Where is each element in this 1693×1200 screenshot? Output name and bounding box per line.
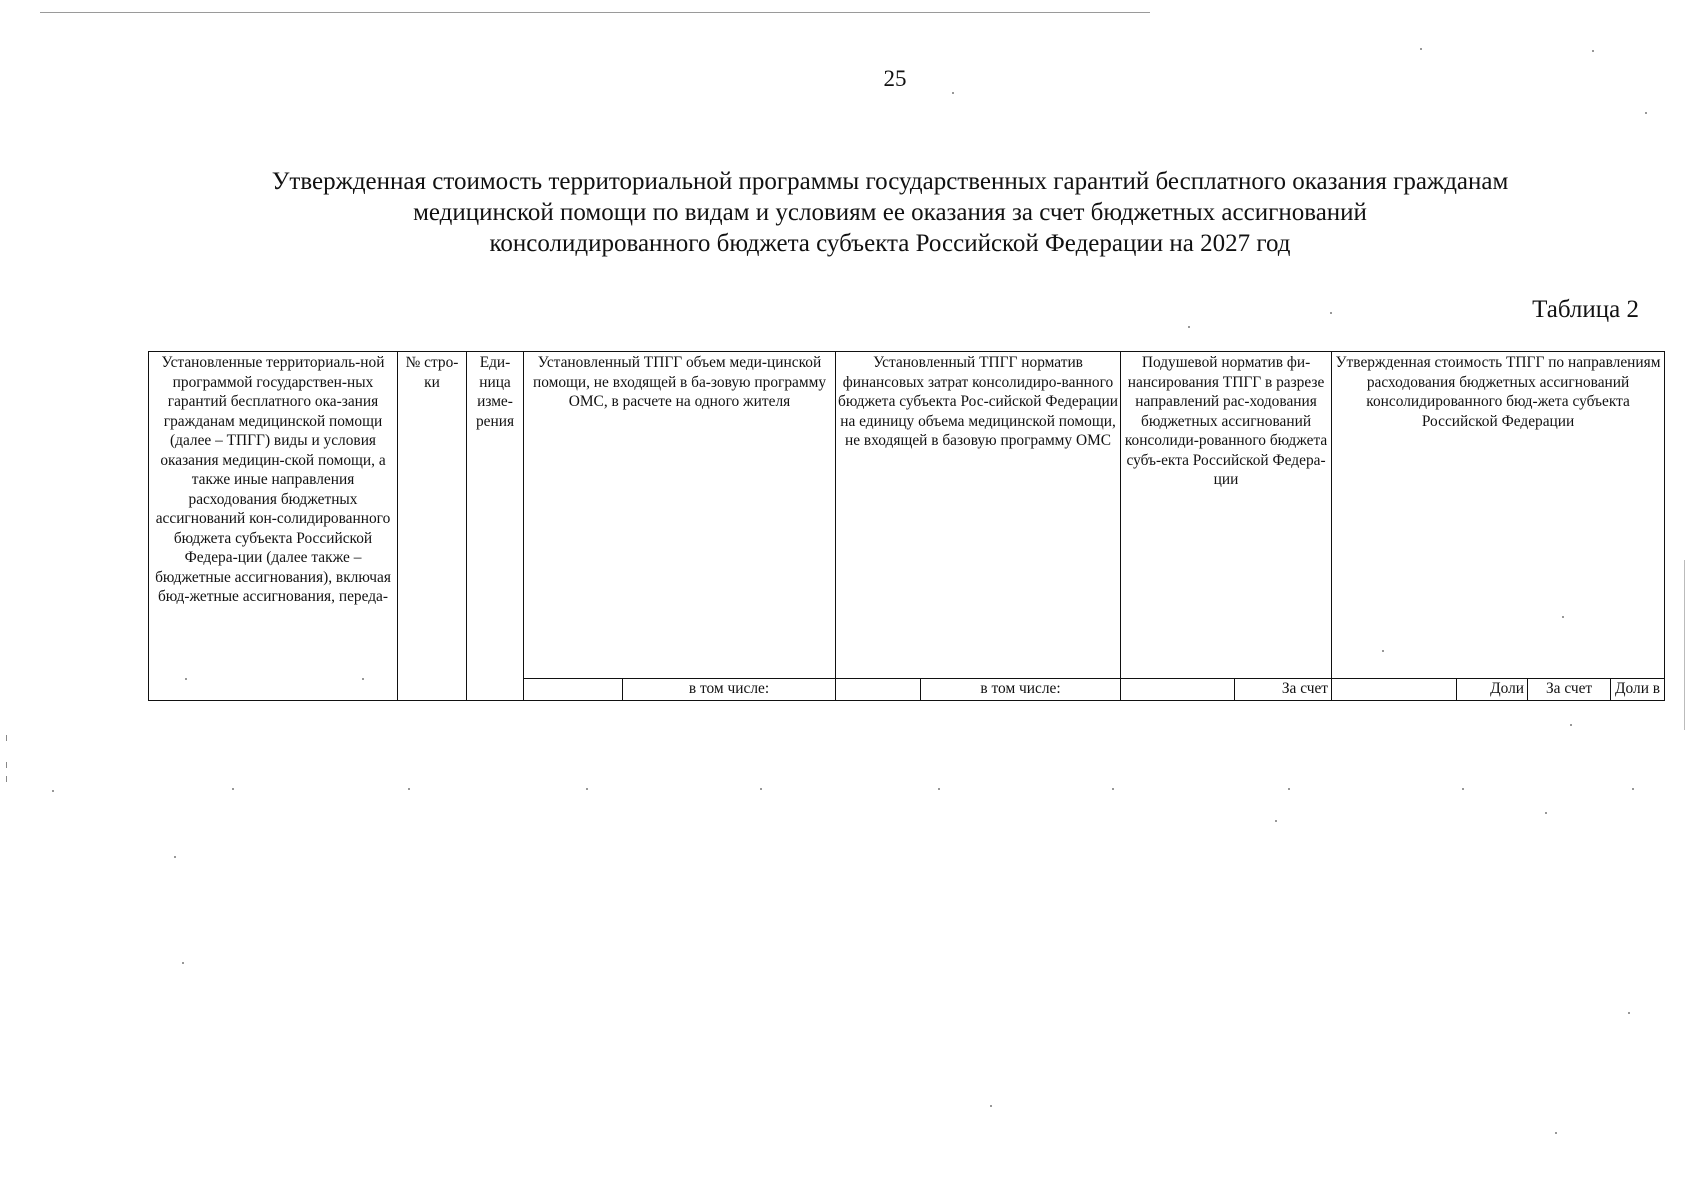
scan-speck bbox=[990, 1105, 992, 1107]
cost-table bbox=[148, 351, 1665, 701]
header-volume bbox=[524, 352, 836, 679]
scan-right-edge bbox=[1684, 560, 1685, 730]
subheader-per-capita-total bbox=[1121, 679, 1235, 701]
header-unit bbox=[467, 352, 524, 701]
scan-speck bbox=[1570, 724, 1572, 726]
scan-speck bbox=[232, 788, 234, 790]
scan-edge-mark bbox=[6, 762, 7, 768]
scan-speck bbox=[362, 678, 364, 680]
scan-speck bbox=[182, 962, 184, 964]
scan-speck bbox=[938, 788, 940, 790]
header-cost-norm bbox=[836, 352, 1121, 679]
header-volume-text: Установленный ТПГГ объем меди-цинской помощи, не входящей в ба-зовую программу ОМС, в расчете на одного жителя bbox=[532, 354, 827, 410]
scan-speck bbox=[1555, 1132, 1557, 1134]
scan-speck bbox=[174, 856, 176, 858]
scan-speck bbox=[1288, 788, 1290, 790]
scan-speck bbox=[408, 788, 410, 790]
header-care-types-text: Установленные территориаль-ной программой государствен-ных гарантий бесплатного ока-зания гражданам медицинской помощи (далее – ТПГГ) виды и условия оказания медицин-ской помощи, а также иные направления расходования бюджетных ассигнований кон-солидированного бюджета субъекта Российской Федера-ции (далее также – бюджетные ассигнования), включая бюд-жетные ассигнования, переда- bbox=[155, 354, 391, 605]
scan-speck bbox=[1562, 616, 1564, 618]
subheader-cost-total bbox=[836, 679, 921, 701]
subheader-approved-total bbox=[1332, 679, 1457, 701]
title-line-3: консолидированного бюджета субъекта Российской Федерации на 2027 год bbox=[489, 230, 1291, 257]
header-unit-text: Еди-ница изме-рения bbox=[475, 354, 515, 430]
title-line-1: Утвержденная стоимость территориальной программы государственных гарантий бесплатного оказания гражданам bbox=[271, 168, 1509, 195]
scan-speck bbox=[52, 790, 54, 792]
scan-speck bbox=[1330, 312, 1332, 314]
table-label: Таблица 2 bbox=[1532, 296, 1639, 323]
header-per-capita-norm-text: Подушевой норматив фи-нансирования ТПГГ в разрезе направлений рас-ходования бюджетных ассигнований консолиди-рованного бюджета субъ-екта Российской Федера-ции bbox=[1124, 354, 1328, 488]
table-header-row bbox=[149, 352, 1665, 679]
scan-speck bbox=[1275, 820, 1277, 822]
subheader-approved-share-in: Доли в bbox=[1611, 679, 1665, 701]
header-approved-cost bbox=[1332, 352, 1665, 679]
subheader-approved-share: Доли bbox=[1457, 679, 1528, 701]
header-cost-norm-text: Установленный ТПГГ норматив финансовых затрат консолидиро-ванного бюджета субъекта Рос-сийской Федерации на единицу объема медицинской помощи, не входящей в базовую программу ОМС bbox=[838, 354, 1118, 449]
scan-edge-mark bbox=[6, 735, 7, 741]
subheader-cost-including: в том числе: bbox=[921, 679, 1121, 701]
scan-speck bbox=[1112, 788, 1114, 790]
scan-speck bbox=[1628, 1012, 1630, 1014]
scan-edge-mark bbox=[6, 776, 7, 782]
subheader-per-capita-funded: За счет bbox=[1235, 679, 1332, 701]
scan-speck bbox=[1645, 112, 1647, 114]
subheader-approved-funded: За счет bbox=[1528, 679, 1611, 701]
scan-speck bbox=[185, 678, 187, 680]
header-row-number bbox=[398, 352, 467, 701]
top-rule bbox=[40, 12, 1150, 13]
header-approved-cost-text: Утвержденная стоимость ТПГГ по направлениям расходования бюджетных ассигнований консолидированного бюд-жета субъекта Российской Федерации bbox=[1335, 354, 1661, 430]
scan-speck bbox=[1632, 788, 1634, 790]
subheader-volume-including: в том числе: bbox=[623, 679, 836, 701]
title-line-2: медицинской помощи по видам и условиям ее оказания за счет бюджетных ассигнований bbox=[413, 199, 1367, 226]
header-care-types bbox=[149, 352, 398, 701]
subheader-volume-total bbox=[524, 679, 623, 701]
scan-speck bbox=[1462, 788, 1464, 790]
header-row-number-text: № стро-ки bbox=[405, 354, 459, 391]
header-per-capita-norm bbox=[1121, 352, 1332, 679]
scan-speck bbox=[1592, 50, 1594, 52]
scan-speck bbox=[1420, 48, 1422, 50]
scan-speck bbox=[952, 92, 954, 94]
scan-speck bbox=[1382, 650, 1384, 652]
scan-speck bbox=[586, 788, 588, 790]
document-title bbox=[150, 166, 1630, 259]
scan-speck bbox=[760, 788, 762, 790]
page-number: 25 bbox=[883, 66, 907, 91]
scan-speck bbox=[1545, 812, 1547, 814]
scan-speck bbox=[1188, 326, 1190, 328]
